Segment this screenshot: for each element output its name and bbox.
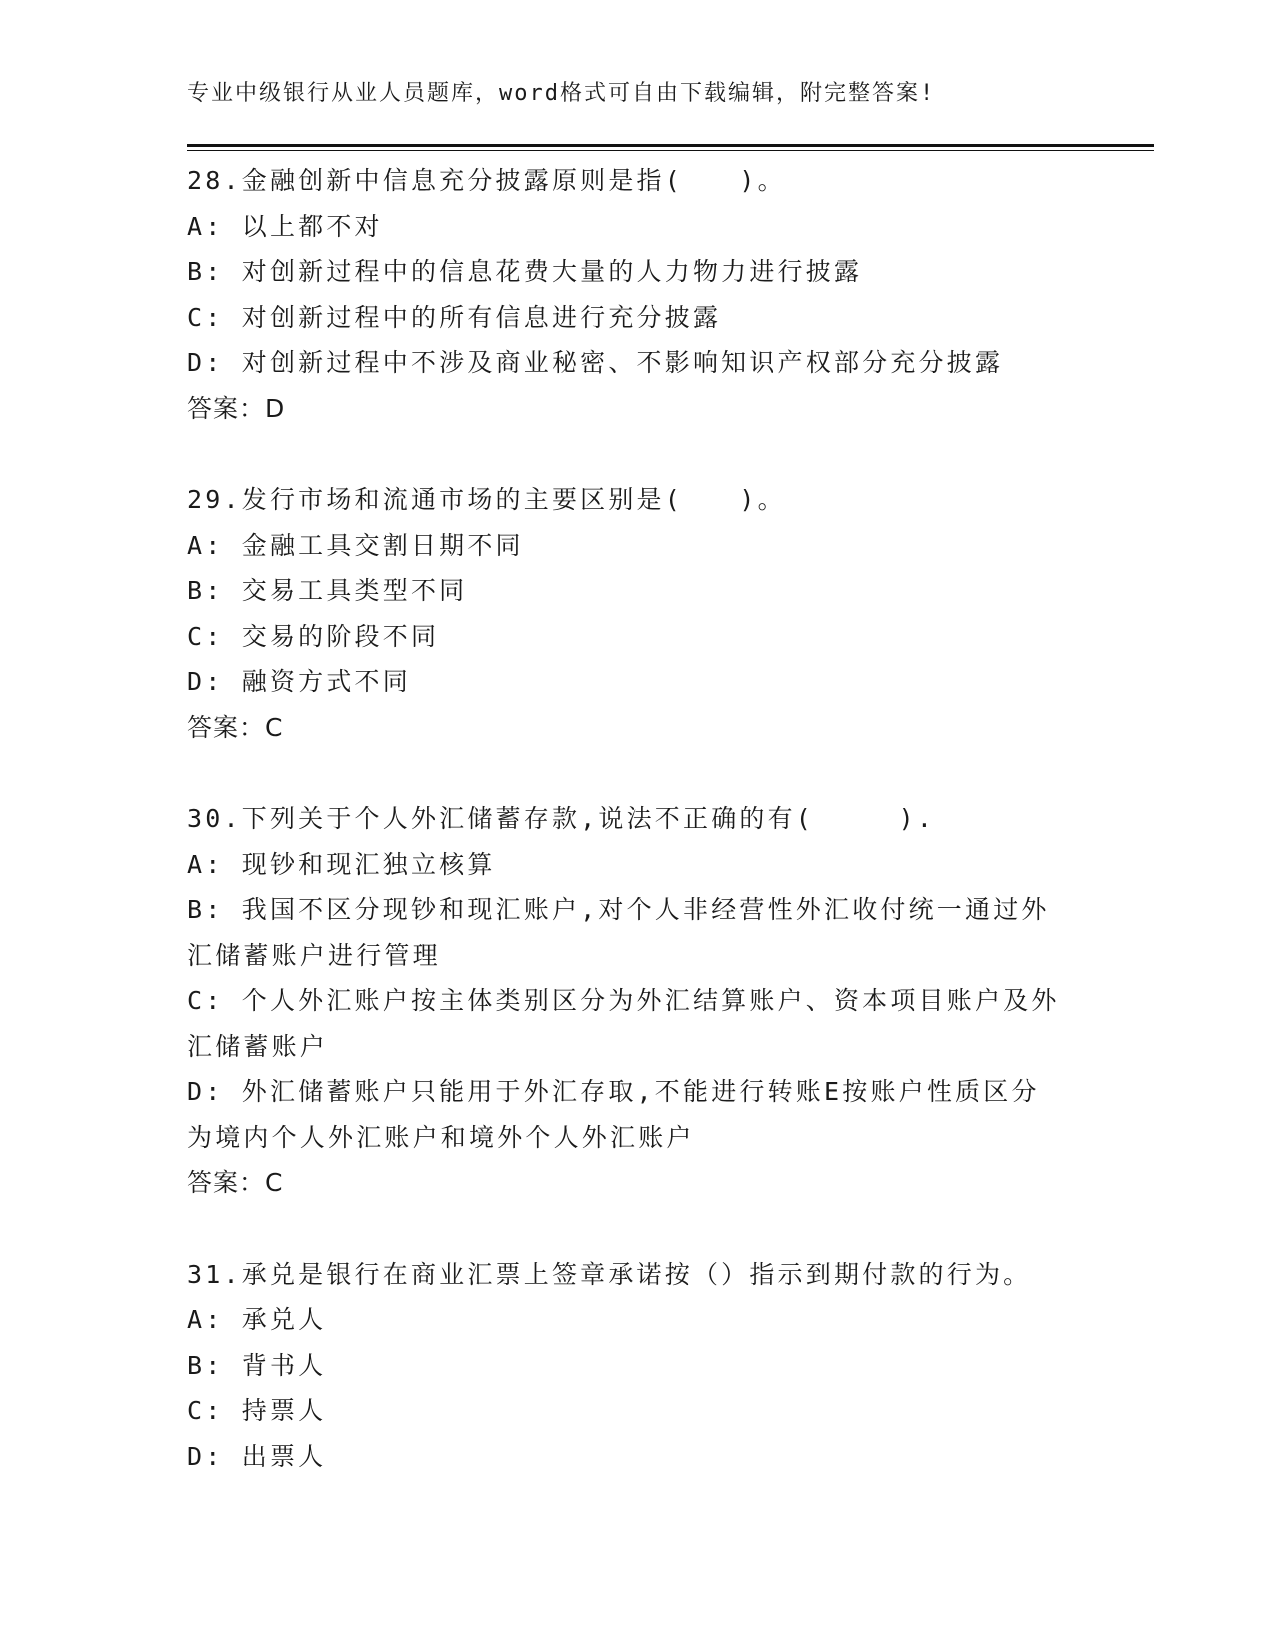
question-stem: 29.发行市场和流通市场的主要区别是( )。 <box>187 485 786 514</box>
page-header: 专业中级银行从业人员题库，word格式可自由下载编辑，附完整答案! <box>187 81 936 106</box>
question-list <box>187 158 1087 1525</box>
option-b: B: 对创新过程中的信息花费大量的人力物力进行披露 <box>187 257 863 286</box>
question-stem: 30.下列关于个人外汇储蓄存款,说法不正确的有( ). <box>187 804 936 833</box>
option-b: B: 我国不区分现钞和现汇账户,对个人非经营性外汇收付统一通过外 <box>187 895 1050 924</box>
header-rule-thin <box>187 150 1154 151</box>
option-d: D: 外汇储蓄账户只能用于外汇存取,不能进行转账E按账户性质区分 <box>187 1077 1040 1106</box>
answer: 答案：D <box>187 393 286 423</box>
answer: 答案：C <box>187 712 284 742</box>
question-stem: 31.承兑是银行在商业汇票上签章承诺按（）指示到期付款的行为。 <box>187 1259 1032 1289</box>
option-c-continued: 汇储蓄账户 <box>187 1031 329 1061</box>
option-a: A: 金融工具交割日期不同 <box>187 530 524 560</box>
option-c: C: 个人外汇账户按主体类别区分为外汇结算账户、资本项目账户及外 <box>187 986 1060 1015</box>
question-28 <box>187 158 1087 431</box>
option-d: D: 对创新过程中不涉及商业秘密、不影响知识产权部分充分披露 <box>187 348 1004 377</box>
question-30 <box>187 796 1087 1206</box>
option-c: C: 交易的阶段不同 <box>187 621 440 651</box>
question-29 <box>187 477 1087 750</box>
option-d-continued: 为境内个人外汇账户和境外个人外汇账户 <box>187 1122 695 1152</box>
option-b-continued: 汇储蓄账户进行管理 <box>187 940 441 970</box>
option-b: B: 背书人 <box>187 1350 327 1380</box>
header-rule-thick <box>187 144 1154 147</box>
option-a: A: 承兑人 <box>187 1305 327 1334</box>
question-stem: 28.金融创新中信息充分披露原则是指( )。 <box>187 166 786 195</box>
option-c: C: 持票人 <box>187 1396 327 1425</box>
option-a: A: 现钞和现汇独立核算 <box>187 849 496 879</box>
option-c: C: 对创新过程中的所有信息进行充分披露 <box>187 302 722 332</box>
option-d: D: 出票人 <box>187 1441 327 1471</box>
option-d: D: 融资方式不同 <box>187 667 411 696</box>
question-31 <box>187 1252 1087 1480</box>
option-a: A: 以上都不对 <box>187 211 383 241</box>
option-b: B: 交易工具类型不同 <box>187 576 468 605</box>
answer: 答案：C <box>187 1168 284 1197</box>
